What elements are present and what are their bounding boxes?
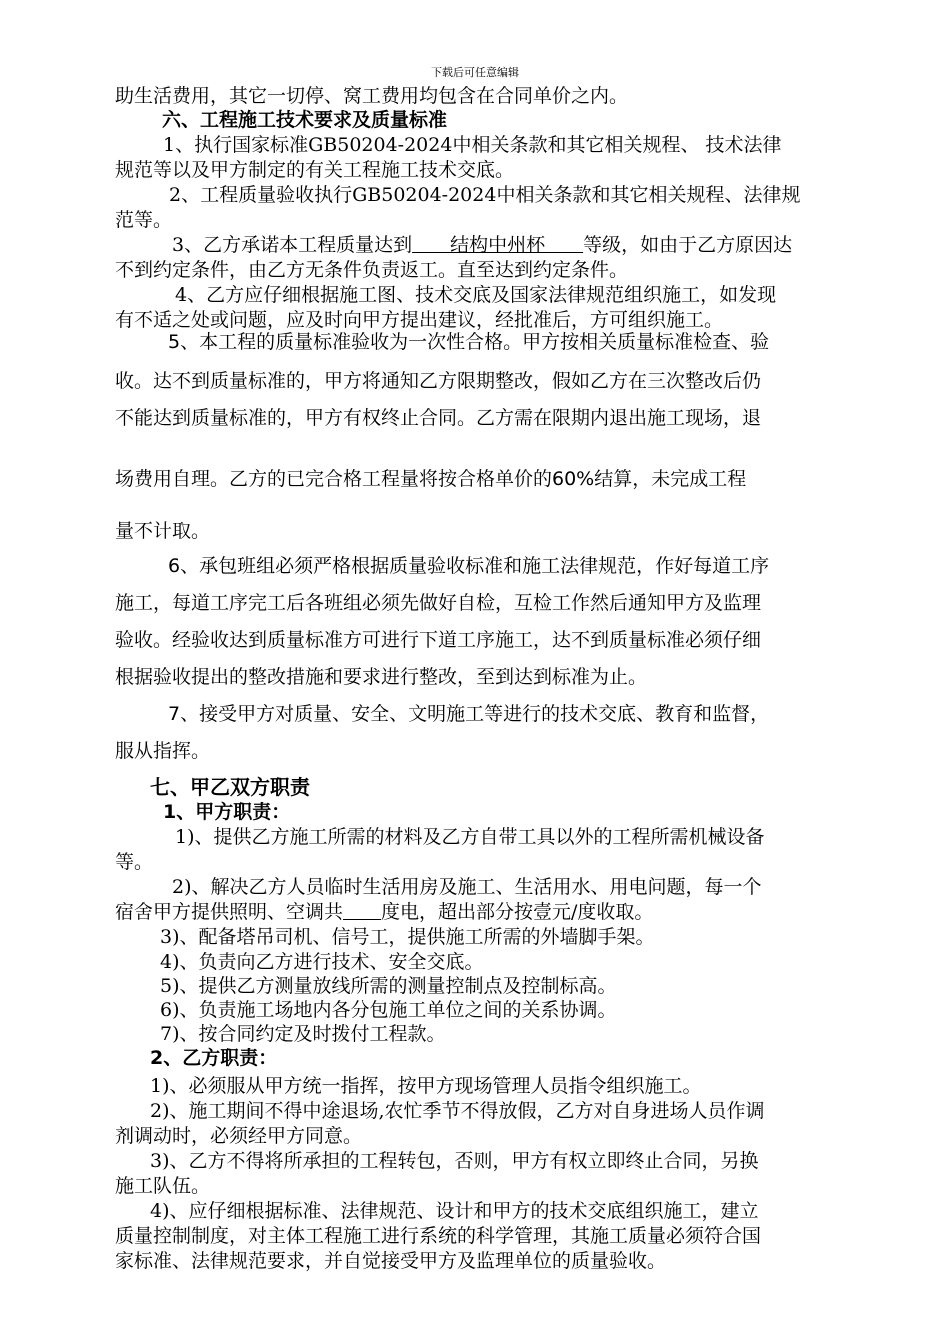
para-line-12: 收。达不到质量标准的，甲方将通知乙方限期整改，假如乙方在三次整改后仍 (115, 370, 762, 392)
subheading-party-a: 1、甲方职责： (163, 801, 291, 823)
para-line-6: 范等。 (115, 209, 173, 231)
para-line-9: 4、乙方应仔细根据施工图、技术交底及国家法律规范组织施工，如发现 (175, 284, 777, 306)
para-line-32: 7)、按合同约定及时拨付工程款。 (160, 1023, 446, 1045)
para-line-4: 规范等以及甲方制定的有关工程施工技术交底。 (115, 159, 515, 181)
para-line-18: 验收。经验收达到质量标准方可进行下道工序施工，达不到质量标准必须仔细 (115, 629, 762, 651)
quality-level-line (172, 233, 792, 257)
para-line-10: 有不适之处或问题，应及时向甲方提出建议，经批准后，方可组织施工。 (115, 309, 724, 331)
para-line-30: 5)、提供乙方测量放线所需的测量控制点及控制标高。 (160, 975, 617, 997)
quality-level-blank: 结构中州杯 (412, 234, 584, 256)
electricity-line (115, 900, 653, 924)
para-line-34: 1)、必须服从甲方统一指挥，按甲方现场管理人员指令组织施工。 (150, 1075, 702, 1097)
para-line-19: 根据验收提出的整改措施和要求进行整改，至到达到标准为止。 (115, 666, 648, 688)
header-note: 下载后可任意编辑 (431, 66, 519, 79)
para-line-8: 不到约定条件，由乙方无条件负责返工。直至达到约定条件。 (115, 259, 629, 281)
para-line-20: 7、接受甲方对质量、安全、文明施工等进行的技术交底、教育和监督， (168, 703, 770, 725)
para-line-3: 1、执行国家标准GB50204-2024中相关条款和其它相关规程、 技术法律 (163, 134, 782, 156)
para-line-5: 2、工程质量验收执行GB50204-2024中相关条款和其它相关规程、法律规 (169, 184, 801, 206)
para-line-31: 6)、负责施工场地内各分包施工单位之间的关系协调。 (160, 999, 617, 1021)
para-line-29: 4)、负责向乙方进行技术、安全交底。 (160, 951, 484, 973)
para-line-39: 4)、应仔细根据标准、法律规范、设计和甲方的技术交底组织施工，建立 (150, 1200, 759, 1222)
para-line-1: 助生活费用，其它一切停、窝工费用均包含在合同单价之内。 (115, 85, 629, 107)
para-line-14: 场费用自理。乙方的已完合格工程量将按合格单价的60%结算，未完成工程 (115, 468, 747, 490)
section-heading-6: 六、工程施工技术要求及质量标准 (162, 109, 448, 131)
para-line-16: 6、承包班组必须严格根据质量验收标准和施工法律规范，作好每道工序 (168, 555, 770, 577)
para-line-36: 剂调动时，必须经甲方同意。 (115, 1125, 363, 1147)
electricity-before: 宿舍甲方提供照明、空调共 (115, 901, 344, 923)
para-line-37: 3)、乙方不得将所承担的工程转包，否则，甲方有权立即终止合同，另换 (150, 1150, 759, 1172)
para-line-40: 质量控制制度，对主体工程施工进行系统的科学管理，其施工质量必须符合国 (115, 1225, 762, 1247)
subheading-party-b: 2、乙方职责： (150, 1047, 278, 1069)
para-line-26: 2)、解决乙方人员临时生活用房及施工、生活用水、用电问题，每一个 (172, 876, 762, 898)
para-line-24: 1)、提供乙方施工所需的材料及乙方自带工具以外的工程所需机械设备 (175, 826, 765, 848)
section-heading-7: 七、甲乙双方职责 (150, 775, 310, 799)
para-line-11: 5、本工程的质量标准验收为一次性合格。甲方按相关质量标准检查、验 (168, 331, 770, 353)
para-line-35: 2)、施工期间不得中途退场,农忙季节不得放假，乙方对自身进场人员作调 (150, 1100, 765, 1122)
para-line-41: 家标准、法律规范要求，并自觉接受甲方及监理单位的质量验收。 (115, 1250, 667, 1272)
quality-level-after: 等级，如由于乙方原因达 (583, 234, 793, 256)
para-line-13: 不能达到质量标准的，甲方有权终止合同。乙方需在限期内退出施工现场，退 (115, 407, 762, 429)
para-line-38: 施工队伍。 (115, 1175, 211, 1197)
para-line-25: 等。 (115, 851, 154, 873)
para-line-17: 施工，每道工序完工后各班组必须先做好自检，互检工作然后通知甲方及监理 (115, 592, 762, 614)
quality-level-before: 3、乙方承诺本工程质量达到 (172, 234, 413, 256)
para-line-21: 服从指挥。 (115, 740, 211, 762)
electricity-after: 度电，超出部分按壹元/度收取。 (381, 901, 654, 923)
electricity-blank (343, 900, 381, 924)
para-line-28: 3)、配备塔吊司机、信号工，提供施工所需的外墙脚手架。 (160, 926, 655, 948)
para-line-15: 量不计取。 (115, 520, 211, 542)
